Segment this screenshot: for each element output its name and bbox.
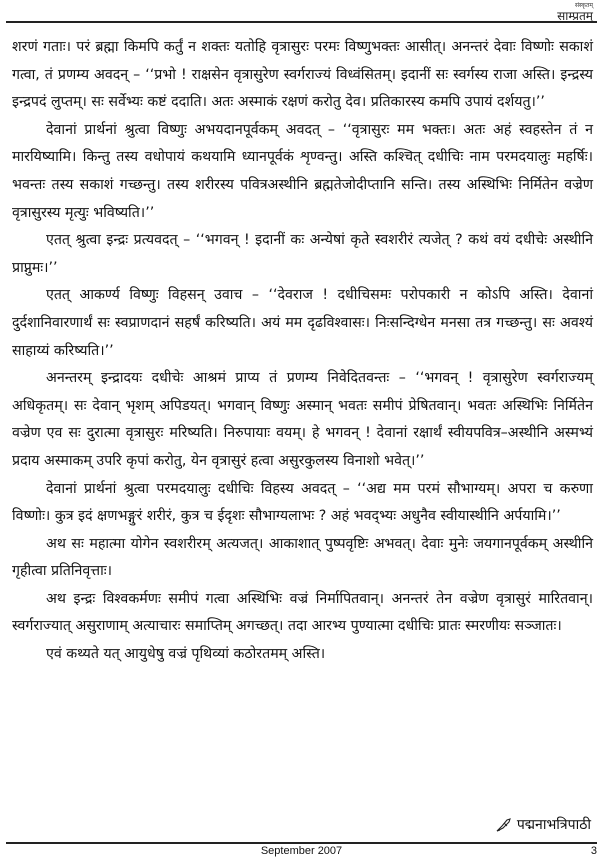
paragraph: अनन्तरम् इन्द्रादयः दधीचेः आश्रमं प्राप्य तं प्रणम्य निवेदितवन्तः – ‘‘भगवन् ! वृत्रासुरेण स्वर्गराज्यम् अधिकृतम्। सः देवान् भृशम् अपिडयत्। भगवान् विष्णुः अस्मान् भवतः समीपं प्रेषितवान्। भवतः अस्थिभिः निर्मितेन वज्रेण एव सः दुरात्मा वृत्रासुरः मरिष्यति। निरुपायाः वयम्। हे भगवन् ! देवानां रक्षार्थं स्वीयपवित्र–अस्थीनि अस्मभ्यं प्रदाय अस्माकम् उपरि कृपां करोतु, येन वृत्रासुरं हत्वा असुरकुलस्य विनाशो भवेत्।’’ (12, 370, 593, 469)
page-number: 3 (590, 845, 597, 857)
paragraph: एवं कथ्यते यत् आयुधेषु वज्रं पृथिव्यां कठोरतमम् अस्ति। (46, 646, 326, 663)
article-body (12, 34, 593, 669)
pen-nib-icon (496, 818, 512, 832)
footer-date: September 2007 (260, 845, 343, 857)
paragraph: अथ सः महात्मा योगेन स्वशरीरम् अत्यजत्। आकाशात् पुष्पवृष्टिः अभवत्। देवाः मुनेः जयगानपूर्वकम् अस्थीनि गृहीत्वा प्रतिनिवृत्ताः। (12, 535, 593, 580)
paragraph: अथ इन्द्रः विश्वकर्मणः समीपं गत्वा अस्थिभिः वज्रं निर्मापितवान्। अनन्तरं तेन वज्रेण वृत्रासुरं मारितवान्। स्वर्गराज्यात् असुराणाम् अत्याचारः समाप्तिम् अगच्छत्। तदा आरभ्य पुण्यात्मा दधीचिः प्रातः स्मरणीयः सञ्जातः। (12, 590, 593, 635)
magazine-logo (557, 3, 593, 22)
footer-rule (6, 842, 597, 844)
paragraph: देवानां प्रार्थनां श्रुत्वा विष्णुः अभयदानपूर्वकम् अवदत् – ‘‘वृत्रासुरः मम भक्तः। अतः अहं स्वहस्तेन तं न मारयिष्यामि। किन्तु तस्य वधोपायं कथयामि ध्यानपूर्वकं शृण्वन्तु। अस्ति कश्चित् दधीचिः नाम परमदयालुः महर्षिः। भवन्तः तस्य सकाशं गच्छन्तु। तस्य शरीरस्य पवित्रअस्थीनि ब्रह्मतेजोदीप्तानि सन्ति। तस्य अस्थिभिः निर्मितेन वज्रेण वृत्रासुरस्य मृत्युः भविष्यति।’’ (12, 121, 593, 221)
paragraph: शरणं गताः। परं ब्रह्मा किमपि कर्तुं न शक्तः यतोहि वृत्रासुरः परमः विष्णुभक्तः आसीत्। अनन्तरं देवाः विष्णोः सकाशं गत्वा, तं प्रणम्य अवदन् – ‘‘प्रभो ! राक्षसेन वृत्रासुरेण स्वर्गराज्यं विध्वंसितम्। इदानीं सः स्वर्गस्य राजा अस्ति। इन्द्रस्य इन्द्रपदं लुप्तम्। सः सर्वेभ्यः कष्टं ददाति। अतः अस्माकं रक्षणं करोतु देव। प्रतिकारस्य कमपि उपायं दर्शयतु।’’ (12, 39, 593, 111)
paragraph: एतत् श्रुत्वा इन्द्रः प्रत्यवदत् – ‘‘भगवन् ! इदानीं कः अन्येषां कृते स्वशरीरं त्यजेत् ? कथं वयं दधीचेः अस्थीनि प्राप्नुमः।’’ (12, 232, 593, 276)
logo-small-text: संस्कृतम् (574, 2, 593, 9)
logo-title: साम्प्रतम् (557, 9, 593, 23)
paragraph: देवानां प्रार्थनां श्रुत्वा परमदयालुः दधीचिः विहस्य अवदत् – ‘‘अद्य मम परमं सौभाग्यम्। अपरा च करुणा विष्णोः। कुत्र इदं क्षणभङ्गुरं शरीरं, कुत्र च ईदृशः सौभाग्यलाभः ? अहं भवद्भ्यः अधुनैव स्वीयास्थीनि अर्पयामि।’’ (12, 480, 593, 525)
paragraph: एतत् आकर्ण्य विष्णुः विहसन् उवाच – ‘‘देवराज ! दधीचिसमः परोपकारी न कोऽपि अस्ति। देवानां दुर्दशानिवारणार्थं सः स्वप्राणदानं सहर्षं करिष्यति। अयं मम दृढविश्वासः। निःसन्दिग्धेन मनसा तत्र गच्छन्तु। सः अवश्यं साहाय्यं करिष्यति।’’ (12, 287, 593, 359)
header-rule (6, 21, 597, 23)
author-name: पद्मनाभत्रिपाठी (516, 817, 591, 833)
author-signature (496, 815, 591, 834)
